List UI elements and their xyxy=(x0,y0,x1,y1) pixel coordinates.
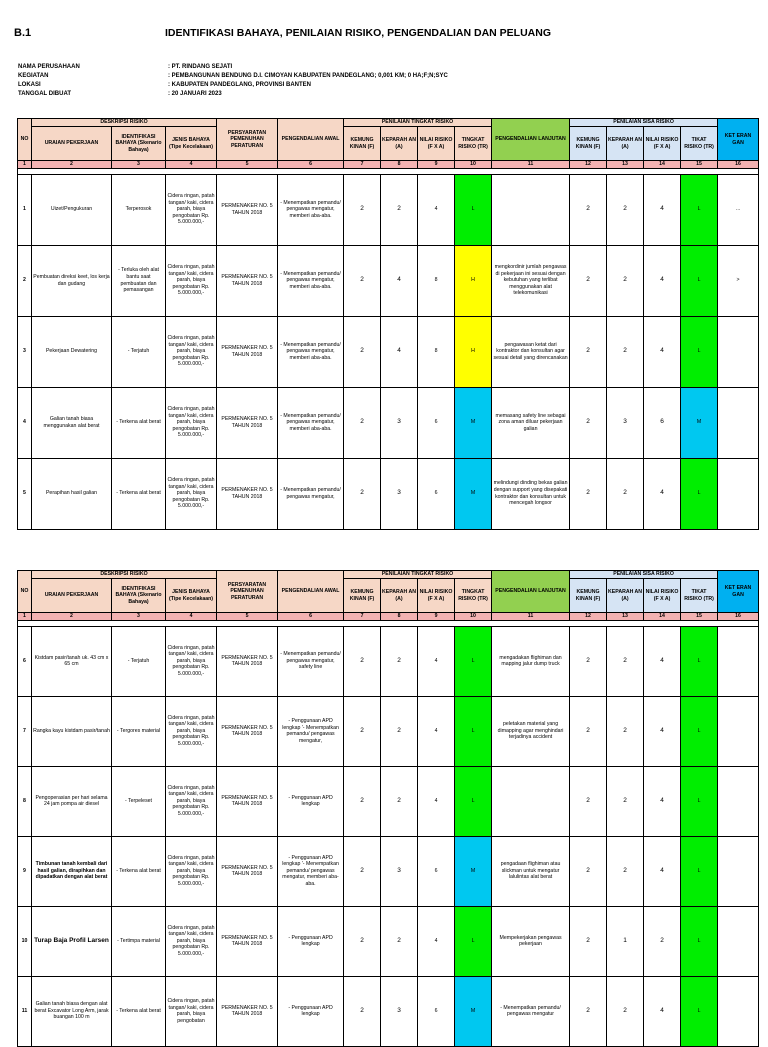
meta-block xyxy=(18,63,448,99)
cell-lanjutan: melindungi dinding bekas galian dengan support yang disepakati kontraktor dan konsultan untuk mencegah longsor xyxy=(492,458,570,529)
col-number: 14 xyxy=(644,613,681,621)
cell-lanjutan: Mempekerjakan pengawas pekerjaan xyxy=(492,906,570,976)
col-header-uraian: URAIAN PEKERJAAN xyxy=(32,579,112,613)
cell-ket xyxy=(718,316,759,387)
cell-a2: 2 xyxy=(607,458,644,529)
cell-jenis: Cidera ringan, patah tangan/ kaki, cidera parah, biaya pengobatan Rp. 5.000.000,- xyxy=(166,387,217,458)
col-number: 8 xyxy=(381,613,418,621)
col-header-keparahan: KEPARAH AN (A) xyxy=(607,579,644,613)
cell-f2: 2 xyxy=(570,387,607,458)
cell-ket xyxy=(718,458,759,529)
cell-uraian: Uizet/Pengukuran xyxy=(32,174,112,245)
cell-persyaratan: PERMENAKER NO. 5 TAHUN 2018 xyxy=(217,696,278,766)
meta-row xyxy=(18,90,448,99)
table-row xyxy=(18,626,759,696)
cell-f: 2 xyxy=(344,696,381,766)
cell-nilai2: 4 xyxy=(644,836,681,906)
col-header-tingkat: TINGKAT RISIKO (TR) xyxy=(455,127,492,161)
cell-tr: M xyxy=(455,387,492,458)
table-row xyxy=(18,387,759,458)
col-header-no: NO xyxy=(18,571,32,613)
col-number: 7 xyxy=(344,161,381,169)
cell-nilai2: 4 xyxy=(644,245,681,316)
col-header-nilai: NILAI RISIKO (F X A) xyxy=(418,127,455,161)
cell-tr2: L xyxy=(681,976,718,1046)
cell-uraian: Galian tanah biasa menggunakan alat berat xyxy=(32,387,112,458)
cell-no: 1 xyxy=(18,174,32,245)
cell-jenis: Cidera ringan, patah tangan/ kaki, cidera parah, biaya pengobatan Rp. 5.000.000,- xyxy=(166,626,217,696)
risk-table-2 xyxy=(17,570,759,1047)
cell-f: 2 xyxy=(344,387,381,458)
cell-a: 2 xyxy=(381,626,418,696)
cell-nilai2: 4 xyxy=(644,626,681,696)
cell-nilai: 4 xyxy=(418,626,455,696)
cell-uraian: Rangka kayu kistdam pasir/tanah xyxy=(32,696,112,766)
col-number: 4 xyxy=(166,613,217,621)
cell-lanjutan xyxy=(492,766,570,836)
cell-persyaratan: PERMENAKER NO. 5 TAHUN 2018 xyxy=(217,387,278,458)
cell-jenis: Cidera ringan, patah tangan/ kaki, cidera parah, biaya pengobatan Rp. 5.000.000,- xyxy=(166,906,217,976)
cell-jenis: Cidera ringan, patah tangan/ kaki, cidera parah, biaya pengobatan Rp. 5.000.000,- xyxy=(166,245,217,316)
col-header-keparahan: KEPARAH AN (A) xyxy=(381,579,418,613)
meta-label: LOKASI xyxy=(18,82,41,88)
cell-lanjutan: - Menempatkan pemandu/ pengawas mengatur xyxy=(492,976,570,1046)
cell-f2: 2 xyxy=(570,976,607,1046)
cell-jenis: Cidera ringan, patah tangan/ kaki, cidera parah, biaya pengobatan xyxy=(166,976,217,1046)
meta-value: : KABUPATEN PANDEGLANG, PROVINSI BANTEN xyxy=(168,82,312,88)
cell-tr2: L xyxy=(681,245,718,316)
cell-a2: 1 xyxy=(607,906,644,976)
cell-identifikasi: - Terkena alat berat xyxy=(112,976,166,1046)
cell-nilai: 6 xyxy=(418,387,455,458)
col-number: 16 xyxy=(718,161,759,169)
col-header-kemungkinan: KEMUNG KINAN (F) xyxy=(570,579,607,613)
cell-a: 3 xyxy=(381,976,418,1046)
cell-a: 2 xyxy=(381,906,418,976)
col-number: 8 xyxy=(381,161,418,169)
col-number: 1 xyxy=(18,613,32,621)
cell-a2: 3 xyxy=(607,387,644,458)
cell-awal: - Menempatkan pemandu/ pengawas mengatur, memberi aba-aba. xyxy=(278,245,344,316)
cell-identifikasi: - Tertimpa material xyxy=(112,906,166,976)
cell-nilai2: 4 xyxy=(644,766,681,836)
cell-lanjutan: memasang safety line sebagai zona aman diluar pekerjaan galian xyxy=(492,387,570,458)
cell-nilai: 8 xyxy=(418,245,455,316)
cell-tr: M xyxy=(455,976,492,1046)
meta-label: NAMA PERUSAHAAN xyxy=(18,64,80,70)
cell-nilai: 6 xyxy=(418,458,455,529)
cell-persyaratan: PERMENAKER NO. 5 TAHUN 2018 xyxy=(217,766,278,836)
cell-tr: L xyxy=(455,174,492,245)
cell-lanjutan xyxy=(492,174,570,245)
cell-jenis: Cidera ringan, patah tangan/ kaki, cidera parah, biaya pengobatan Rp. 5.000.000,- xyxy=(166,174,217,245)
cell-a: 2 xyxy=(381,766,418,836)
col-header-identifikasi: IDENTIFIKASI BAHAYA (Skenario Bahaya) xyxy=(112,127,166,161)
col-number: 15 xyxy=(681,161,718,169)
col-number: 12 xyxy=(570,161,607,169)
col-number: 2 xyxy=(32,613,112,621)
cell-identifikasi: - Terkena alat berat xyxy=(112,458,166,529)
col-number: 11 xyxy=(492,613,570,621)
cell-f: 2 xyxy=(344,766,381,836)
cell-f: 2 xyxy=(344,245,381,316)
cell-a: 4 xyxy=(381,316,418,387)
cell-f: 2 xyxy=(344,174,381,245)
cell-uraian: Pengoperasian per hari selama 24 jam pompa air diesel xyxy=(32,766,112,836)
cell-awal: - Menempatkan pemandu/ pengawas mengatur, safety line xyxy=(278,626,344,696)
cell-a: 3 xyxy=(381,836,418,906)
col-header-tikat: TIKAT RISIKO (TR) xyxy=(681,127,718,161)
col-number: 3 xyxy=(112,613,166,621)
col-header-deskripsi: DESKRIPSI RISIKO xyxy=(32,119,217,127)
cell-jenis: Cidera ringan, patah tangan/ kaki, cidera parah, biaya pengobatan Rp. 5.000.000,- xyxy=(166,836,217,906)
col-number: 5 xyxy=(217,613,278,621)
meta-label: TANGGAL DIBUAT xyxy=(18,91,71,97)
col-header-pengendalian-awal: PENGENDALIAN AWAL xyxy=(278,119,344,161)
col-number: 9 xyxy=(418,161,455,169)
cell-uraian: Kistdam pasir/tanah uk. 43 cm x 65 cm xyxy=(32,626,112,696)
cell-f: 2 xyxy=(344,976,381,1046)
cell-f2: 2 xyxy=(570,696,607,766)
meta-value: : PT. RINDANG SEJATI xyxy=(168,64,233,70)
cell-f: 2 xyxy=(344,626,381,696)
cell-tr2: L xyxy=(681,766,718,836)
col-number: 6 xyxy=(278,161,344,169)
cell-nilai: 4 xyxy=(418,174,455,245)
cell-persyaratan: PERMENAKER NO. 5 TAHUN 2018 xyxy=(217,174,278,245)
table-row xyxy=(18,316,759,387)
cell-uraian: Turap Baja Profil Larsen xyxy=(32,906,112,976)
table-row xyxy=(18,458,759,529)
col-header-identifikasi: IDENTIFIKASI BAHAYA (Skenario Bahaya) xyxy=(112,579,166,613)
cell-f2: 2 xyxy=(570,906,607,976)
col-number: 10 xyxy=(455,613,492,621)
col-header-uraian: URAIAN PEKERJAAN xyxy=(32,127,112,161)
cell-a2: 2 xyxy=(607,626,644,696)
cell-tr: H xyxy=(455,245,492,316)
cell-no: 4 xyxy=(18,387,32,458)
cell-jenis: Cidera ringan, patah tangan/ kaki, cidera parah, biaya pengobatan Rp. 5.000.000,- xyxy=(166,696,217,766)
cell-identifikasi: - Terjatuh xyxy=(112,316,166,387)
col-header-nilai: NILAI RISIKO (F X A) xyxy=(644,579,681,613)
col-number: 9 xyxy=(418,613,455,621)
cell-ket xyxy=(718,387,759,458)
col-header-keterangan: KET ERAN GAN xyxy=(718,119,759,161)
col-number: 13 xyxy=(607,613,644,621)
cell-no: 2 xyxy=(18,245,32,316)
cell-persyaratan: PERMENAKER NO. 5 TAHUN 2018 xyxy=(217,245,278,316)
cell-no: 8 xyxy=(18,766,32,836)
table-row xyxy=(18,766,759,836)
cell-a2: 2 xyxy=(607,316,644,387)
col-number: 16 xyxy=(718,613,759,621)
col-number: 12 xyxy=(570,613,607,621)
cell-jenis: Cidera ringan, patah tangan/ kaki, cidera parah, biaya pengobatan Rp. 5.000.000,- xyxy=(166,458,217,529)
col-header-deskripsi: DESKRIPSI RISIKO xyxy=(32,571,217,579)
cell-awal: - Penggunaan APD lengkap '- Menempatkan pemandu/ pengawas mengatur, memberi aba-aba. xyxy=(278,836,344,906)
cell-tr: M xyxy=(455,836,492,906)
cell-a2: 2 xyxy=(607,976,644,1046)
cell-a2: 2 xyxy=(607,836,644,906)
cell-tr2: L xyxy=(681,906,718,976)
col-header-keparahan: KEPARAH AN (A) xyxy=(607,127,644,161)
cell-awal: - Menempatkan pemandu/ pengawas mengatur, xyxy=(278,458,344,529)
cell-tr: L xyxy=(455,626,492,696)
col-header-persyaratan: PERSYARATAN PEMENUHAN PERATURAN xyxy=(217,119,278,161)
cell-nilai: 4 xyxy=(418,696,455,766)
cell-a2: 2 xyxy=(607,245,644,316)
cell-persyaratan: PERMENAKER NO. 5 TAHUN 2018 xyxy=(217,836,278,906)
cell-persyaratan: PERMENAKER NO. 5 TAHUN 2018 xyxy=(217,976,278,1046)
cell-tr: L xyxy=(455,906,492,976)
meta-label: KEGIATAN xyxy=(18,73,49,79)
cell-f2: 2 xyxy=(570,626,607,696)
cell-ket xyxy=(718,696,759,766)
col-number: 3 xyxy=(112,161,166,169)
cell-nilai2: 6 xyxy=(644,387,681,458)
cell-no: 9 xyxy=(18,836,32,906)
col-header-kemungkinan: KEMUNG KINAN (F) xyxy=(344,127,381,161)
cell-nilai: 6 xyxy=(418,836,455,906)
cell-uraian: Pekerjaan Dewatering xyxy=(32,316,112,387)
table-row xyxy=(18,906,759,976)
col-number: 1 xyxy=(18,161,32,169)
cell-nilai: 6 xyxy=(418,976,455,1046)
cell-ket xyxy=(718,906,759,976)
cell-nilai2: 4 xyxy=(644,316,681,387)
cell-tr2: L xyxy=(681,696,718,766)
cell-a: 2 xyxy=(381,174,418,245)
cell-nilai: 4 xyxy=(418,766,455,836)
cell-awal: - Penggunaan APD lengkap '- Menempatkan pemandu/ pengawas mengatur, xyxy=(278,696,344,766)
cell-identifikasi: Terperosok xyxy=(112,174,166,245)
cell-nilai2: 4 xyxy=(644,174,681,245)
cell-tr2: L xyxy=(681,316,718,387)
cell-lanjutan: mengadakan flighiman dan mapping jalur dump truck xyxy=(492,626,570,696)
cell-nilai2: 4 xyxy=(644,696,681,766)
col-header-kemungkinan: KEMUNG KINAN (F) xyxy=(570,127,607,161)
col-header-keterangan: KET ERAN GAN xyxy=(718,571,759,613)
risk-table-1 xyxy=(17,118,759,530)
cell-awal: - Menempatkan pemandu/ pengawas mengatur, memberi aba-aba. xyxy=(278,174,344,245)
col-number: 4 xyxy=(166,161,217,169)
col-header-kemungkinan: KEMUNG KINAN (F) xyxy=(344,579,381,613)
col-header-pengendalian-lanjutan: PENGENDALIAN LANJUTAN xyxy=(492,119,570,161)
table-row xyxy=(18,836,759,906)
col-number: 5 xyxy=(217,161,278,169)
meta-row xyxy=(18,72,448,81)
cell-awal: - Menempatkan pemandu/ pengawas mengatur, memberi aba-aba. xyxy=(278,387,344,458)
col-header-nilai: NILAI RISIKO (F X A) xyxy=(644,127,681,161)
col-header-jenis: JENIS BAHAYA (Tipe Kecelakaan) xyxy=(166,579,217,613)
cell-a: 3 xyxy=(381,458,418,529)
cell-no: 5 xyxy=(18,458,32,529)
cell-awal: - Penggunaan APD lengkap xyxy=(278,766,344,836)
col-header-penilaian: PENILAIAN TINGKAT RISIKO xyxy=(344,571,492,579)
col-header-tikat: TIKAT RISIKO (TR) xyxy=(681,579,718,613)
cell-f2: 2 xyxy=(570,458,607,529)
cell-ket: ... xyxy=(718,174,759,245)
cell-uraian: Perapihan hasil galian xyxy=(32,458,112,529)
cell-a2: 2 xyxy=(607,766,644,836)
cell-no: 6 xyxy=(18,626,32,696)
cell-tr: L xyxy=(455,766,492,836)
table-row xyxy=(18,976,759,1046)
cell-awal: - Penggunaan APD lengkap xyxy=(278,976,344,1046)
cell-tr2: L xyxy=(681,174,718,245)
col-number: 15 xyxy=(681,613,718,621)
cell-ket xyxy=(718,626,759,696)
cell-ket xyxy=(718,766,759,836)
cell-persyaratan: PERMENAKER NO. 5 TAHUN 2018 xyxy=(217,906,278,976)
cell-f2: 2 xyxy=(570,316,607,387)
col-number: 6 xyxy=(278,613,344,621)
document-id: B.1 xyxy=(14,27,32,39)
cell-no: 11 xyxy=(18,976,32,1046)
cell-tr: H xyxy=(455,316,492,387)
cell-tr2: L xyxy=(681,458,718,529)
cell-a2: 2 xyxy=(607,174,644,245)
col-header-tingkat: TINGKAT RISIKO (TR) xyxy=(455,579,492,613)
table-row xyxy=(18,245,759,316)
col-header-nilai: NILAI RISIKO (F X A) xyxy=(418,579,455,613)
cell-identifikasi: - Terpeleset xyxy=(112,766,166,836)
cell-nilai: 4 xyxy=(418,906,455,976)
cell-f2: 2 xyxy=(570,245,607,316)
cell-lanjutan: pengadaan flighiman atau slickman untuk mengatur lalulintas alat berat xyxy=(492,836,570,906)
cell-f: 2 xyxy=(344,458,381,529)
cell-ket xyxy=(718,976,759,1046)
cell-lanjutan: peletakan material yang dimapping agar menghindari terjadinya accident xyxy=(492,696,570,766)
col-number: 14 xyxy=(644,161,681,169)
cell-f: 2 xyxy=(344,906,381,976)
meta-row xyxy=(18,63,448,72)
cell-tr2: M xyxy=(681,387,718,458)
col-number: 11 xyxy=(492,161,570,169)
cell-persyaratan: PERMENAKER NO. 5 TAHUN 2018 xyxy=(217,316,278,387)
cell-no: 10 xyxy=(18,906,32,976)
cell-a: 3 xyxy=(381,387,418,458)
table-row xyxy=(18,696,759,766)
cell-ket xyxy=(718,836,759,906)
col-header-jenis: JENIS BAHAYA (Tipe Kecelakaan) xyxy=(166,127,217,161)
cell-nilai: 8 xyxy=(418,316,455,387)
cell-tr: M xyxy=(455,458,492,529)
col-header-keparahan: KEPARAH AN (A) xyxy=(381,127,418,161)
cell-tr2: L xyxy=(681,626,718,696)
meta-row xyxy=(18,81,448,90)
cell-uraian: Pembuatan direksi keet, los kerja dan gudang xyxy=(32,245,112,316)
cell-no: 3 xyxy=(18,316,32,387)
col-header-sisa: PENILAIAN SISA RISIKO xyxy=(570,571,718,579)
cell-nilai2: 4 xyxy=(644,976,681,1046)
cell-lanjutan: mengkordinir jumlah pengawas di pekerjaan ini sesuai dengan kebutuhan yang terlibat menggunakan alat telekomunikasi xyxy=(492,245,570,316)
cell-f2: 2 xyxy=(570,174,607,245)
cell-persyaratan: PERMENAKER NO. 5 TAHUN 2018 xyxy=(217,458,278,529)
cell-identifikasi: - Terkena alat berat xyxy=(112,836,166,906)
col-header-persyaratan: PERSYARATAN PEMENUHAN PERATURAN xyxy=(217,571,278,613)
cell-f2: 2 xyxy=(570,766,607,836)
cell-tr2: L xyxy=(681,836,718,906)
cell-awal: - Penggunaan APD lengkap xyxy=(278,906,344,976)
cell-jenis: Cidera ringan, patah tangan/ kaki, cidera parah, biaya pengobatan Rp. 5.000.000,- xyxy=(166,316,217,387)
meta-value: : PEMBANGUNAN BENDUNG D.I. CIMOYAN KABUPATEN PANDEGLANG; 0,001 KM; 0 HA;F;N;SYC xyxy=(168,73,448,79)
col-number: 13 xyxy=(607,161,644,169)
col-header-sisa: PENILAIAN SISA RISIKO xyxy=(570,119,718,127)
cell-lanjutan: pengawasan ketat dari kontraktor dan konsultan agar sesuai detail yang direncanakan xyxy=(492,316,570,387)
cell-no: 7 xyxy=(18,696,32,766)
col-header-pengendalian-lanjutan: PENGENDALIAN LANJUTAN xyxy=(492,571,570,613)
cell-identifikasi: - Terluka oleh alat bantu saat pembuatan dan pemasangan xyxy=(112,245,166,316)
cell-uraian: Timbunan tanah kembali dari hasil galian, dirapihkan dan dipadatkan dengan alat berat xyxy=(32,836,112,906)
col-number: 7 xyxy=(344,613,381,621)
cell-persyaratan: PERMENAKER NO. 5 TAHUN 2018 xyxy=(217,626,278,696)
cell-f: 2 xyxy=(344,316,381,387)
cell-identifikasi: - Terkena alat berat xyxy=(112,387,166,458)
col-number: 2 xyxy=(32,161,112,169)
col-header-pengendalian-awal: PENGENDALIAN AWAL xyxy=(278,571,344,613)
cell-f2: 2 xyxy=(570,836,607,906)
cell-identifikasi: - Terjatuh xyxy=(112,626,166,696)
document-title: IDENTIFIKASI BAHAYA, PENILAIAN RISIKO, PENGENDALIAN DAN PELUANG xyxy=(165,27,552,39)
col-header-no: NO xyxy=(18,119,32,161)
cell-a2: 2 xyxy=(607,696,644,766)
cell-ket: > xyxy=(718,245,759,316)
cell-identifikasi: - Tergores material xyxy=(112,696,166,766)
cell-tr: L xyxy=(455,696,492,766)
col-header-penilaian: PENILAIAN TINGKAT RISIKO xyxy=(344,119,492,127)
cell-nilai2: 2 xyxy=(644,906,681,976)
cell-jenis: Cidera ringan, patah tangan/ kaki, cidera parah, biaya pengobatan Rp. 5.000.000,- xyxy=(166,766,217,836)
col-number: 10 xyxy=(455,161,492,169)
meta-value: : 20 JANUARI 2023 xyxy=(168,91,222,97)
cell-awal: - Menempatkan pemandu/ pengawas mengatur, memberi aba-aba. xyxy=(278,316,344,387)
cell-nilai2: 4 xyxy=(644,458,681,529)
cell-f: 2 xyxy=(344,836,381,906)
cell-a: 4 xyxy=(381,245,418,316)
table-row xyxy=(18,174,759,245)
cell-a: 2 xyxy=(381,696,418,766)
cell-uraian: Galian tanah biasa dengan alat berat Excavator Long Arm, jarak buangan 100 m xyxy=(32,976,112,1046)
